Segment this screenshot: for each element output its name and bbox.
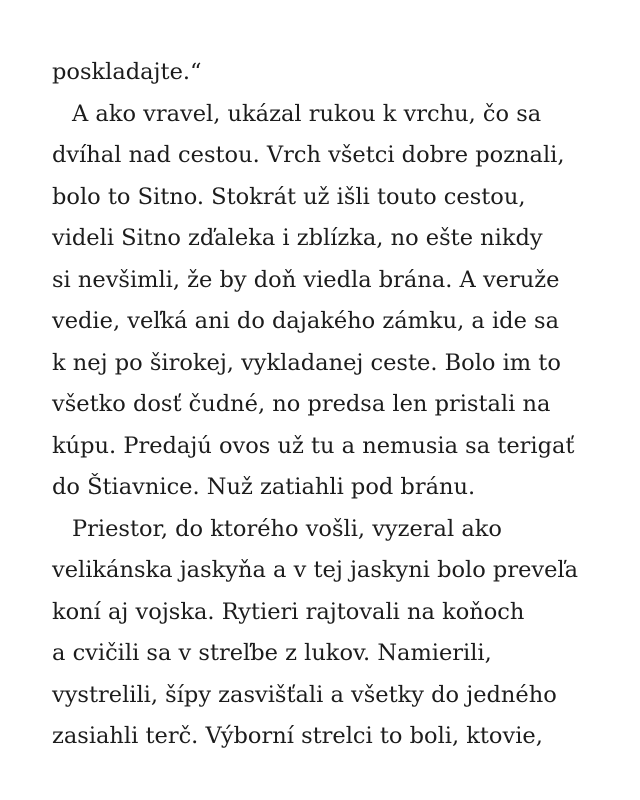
page-text [52,52,612,758]
text-line: vedie, veľká ani do dajakého zámku, a ide sa [52,308,559,334]
text-line: zasiahli terč. Výborní strelci to boli, ktovie, [52,723,543,749]
text-line: si nevšimli, že by doň viedla brána. A veruže [52,266,560,293]
text-line: bolo to Sitno. Stokrát už išli touto cestou, [52,183,526,210]
text-line: A ako vravel, ukázal rukou k vrchu, čo sa [72,100,542,127]
text-line: a cvičili sa v streľbe z lukov. Namierili, [52,640,492,666]
text-line: všetko dosť čudné, no predsa len pristali na [52,391,551,417]
text-line: videli Sitno zďaleka i zblízka, no ešte nikdy [52,225,543,251]
text-line: Priestor, do ktorého vošli, vyzeral ako [72,515,502,542]
text-line: k nej po širokej, vykladanej ceste. Bolo im to [52,349,561,376]
text-line: koní aj vojska. Rytieri rajtovali na koňoch [52,598,525,625]
text-line: velikánska jaskyňa a v tej jaskyni bolo preveľa [52,557,579,583]
text-line: do Štiavnice. Nuž zatiahli pod bránu. [52,474,476,500]
text-line: dvíhal nad cestou. Vrch všetci dobre poznali, [52,142,565,168]
text-line: kúpu. Predajú ovos už tu a nemusia sa terigať [52,432,575,459]
text-line: poskladajte.“ [52,59,202,85]
text-line: vystrelili, šípy zasvišťali a všetky do jedného [52,681,557,708]
